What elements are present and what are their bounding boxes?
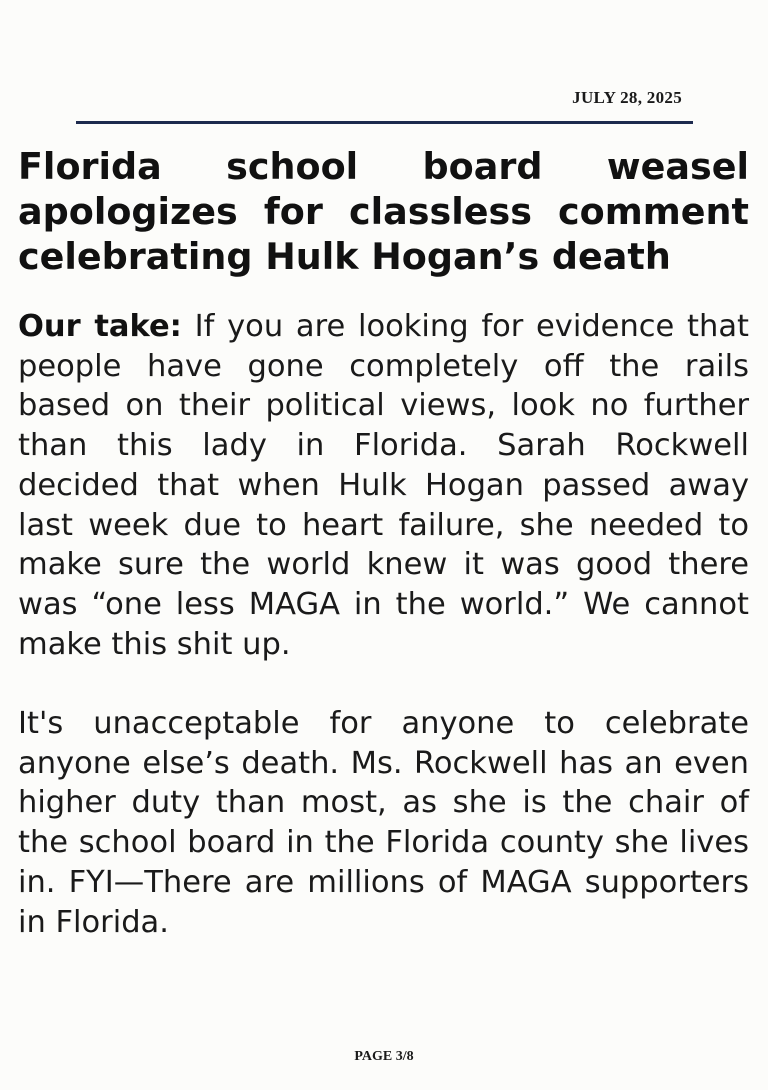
paragraph-1-text: If you are looking for evidence that people have gone completely off the rails based on their political views, look no further than this lady in Florida. Sarah Rockwell decided that when Hulk Hogan passed away last week due to heart failure, she needed to make sure the world knew it was good there was “one less MAGA in the world.” We cannot make this shit up. <box>18 309 749 662</box>
article-headline: Florida school board weasel apologizes for classless comment celebrating Hulk Hogan’s death <box>18 145 749 278</box>
header-divider <box>76 121 693 124</box>
our-take-label: Our take: <box>18 309 182 344</box>
publication-date: JULY 28, 2025 <box>572 88 682 107</box>
article-paragraph-2: It's unacceptable for anyone to celebrate anyone else’s death. Ms. Rockwell has an even higher duty than most, as she is the chair of the school board in the Florida county she lives in. FYI—There are millions of MAGA supporters in Florida. <box>18 706 749 940</box>
article-paragraph-1 <box>18 307 749 664</box>
page-number: PAGE 3/8 <box>354 1049 414 1064</box>
